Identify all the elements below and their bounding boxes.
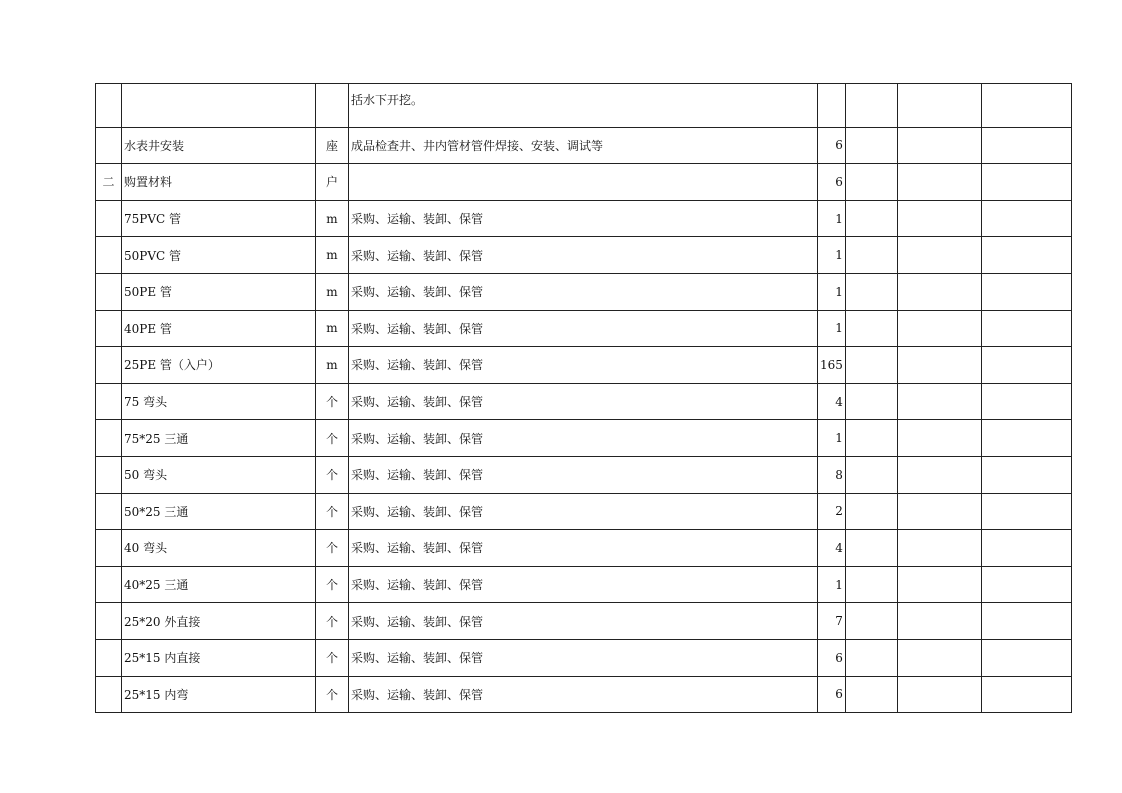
item-name-cell: 75 弯头 bbox=[122, 383, 316, 420]
amount-cell bbox=[897, 456, 981, 493]
amount-cell bbox=[897, 273, 981, 310]
work-content-cell: 采购、运输、装卸、保管 bbox=[349, 383, 818, 420]
unit-price-cell bbox=[845, 237, 897, 274]
table-row bbox=[96, 273, 1072, 310]
item-name-cell: 25*20 外直接 bbox=[122, 603, 316, 640]
remark-cell bbox=[981, 603, 1071, 640]
quantity-cell: 1 bbox=[818, 310, 846, 347]
amount-cell bbox=[897, 127, 981, 164]
unit-cell: 个 bbox=[316, 383, 349, 420]
item-name-cell: 40PE 管 bbox=[122, 310, 316, 347]
work-content-cell: 采购、运输、装卸、保管 bbox=[349, 493, 818, 530]
work-content-cell bbox=[349, 164, 818, 201]
unit-cell bbox=[316, 84, 349, 128]
unit-price-cell bbox=[845, 200, 897, 237]
remark-cell bbox=[981, 200, 1071, 237]
table-row bbox=[96, 639, 1072, 676]
unit-price-cell bbox=[845, 566, 897, 603]
remark-cell bbox=[981, 237, 1071, 274]
table-row bbox=[96, 420, 1072, 457]
work-content-cell: 采购、运输、装卸、保管 bbox=[349, 200, 818, 237]
bill-of-quantities-table bbox=[95, 83, 1072, 713]
item-index-cell bbox=[96, 566, 122, 603]
unit-price-cell bbox=[845, 603, 897, 640]
unit-cell: 个 bbox=[316, 530, 349, 567]
quantity-cell: 1 bbox=[818, 237, 846, 274]
work-content-cell: 采购、运输、装卸、保管 bbox=[349, 237, 818, 274]
item-index-cell bbox=[96, 420, 122, 457]
item-index-cell bbox=[96, 347, 122, 384]
table-row bbox=[96, 493, 1072, 530]
quantity-cell: 6 bbox=[818, 639, 846, 676]
quantity-cell: 1 bbox=[818, 566, 846, 603]
amount-cell bbox=[897, 493, 981, 530]
amount-cell bbox=[897, 639, 981, 676]
work-content-cell: 采购、运输、装卸、保管 bbox=[349, 566, 818, 603]
unit-price-cell bbox=[845, 273, 897, 310]
item-index-cell bbox=[96, 456, 122, 493]
table-row bbox=[96, 164, 1072, 201]
amount-cell bbox=[897, 200, 981, 237]
work-content-cell: 采购、运输、装卸、保管 bbox=[349, 530, 818, 567]
table-row bbox=[96, 603, 1072, 640]
work-content-cell: 括水下开挖。 bbox=[349, 84, 818, 128]
quantity-cell: 1 bbox=[818, 420, 846, 457]
table-row bbox=[96, 200, 1072, 237]
item-name-cell: 50PE 管 bbox=[122, 273, 316, 310]
item-index-cell bbox=[96, 237, 122, 274]
unit-price-cell bbox=[845, 164, 897, 201]
work-content-cell: 采购、运输、装卸、保管 bbox=[349, 273, 818, 310]
amount-cell bbox=[897, 676, 981, 713]
quantity-cell: 6 bbox=[818, 676, 846, 713]
remark-cell bbox=[981, 493, 1071, 530]
amount-cell bbox=[897, 310, 981, 347]
work-content-cell: 采购、运输、装卸、保管 bbox=[349, 639, 818, 676]
quantity-cell: 2 bbox=[818, 493, 846, 530]
item-name-cell: 25*15 内弯 bbox=[122, 676, 316, 713]
table-row bbox=[96, 347, 1072, 384]
item-index-cell bbox=[96, 383, 122, 420]
amount-cell bbox=[897, 603, 981, 640]
table-row bbox=[96, 530, 1072, 567]
unit-price-cell bbox=[845, 84, 897, 128]
item-name-cell: 水表井安装 bbox=[122, 127, 316, 164]
table-row bbox=[96, 84, 1072, 128]
work-content-cell: 采购、运输、装卸、保管 bbox=[349, 456, 818, 493]
unit-cell: 个 bbox=[316, 603, 349, 640]
table-row bbox=[96, 310, 1072, 347]
remark-cell bbox=[981, 127, 1071, 164]
amount-cell bbox=[897, 566, 981, 603]
unit-cell: 个 bbox=[316, 420, 349, 457]
work-content-cell: 采购、运输、装卸、保管 bbox=[349, 310, 818, 347]
work-content-cell: 采购、运输、装卸、保管 bbox=[349, 603, 818, 640]
amount-cell bbox=[897, 237, 981, 274]
remark-cell bbox=[981, 273, 1071, 310]
amount-cell bbox=[897, 164, 981, 201]
quantity-cell: 4 bbox=[818, 530, 846, 567]
unit-price-cell bbox=[845, 530, 897, 567]
table-row bbox=[96, 566, 1072, 603]
unit-price-cell bbox=[845, 383, 897, 420]
unit-price-cell bbox=[845, 347, 897, 384]
remark-cell bbox=[981, 639, 1071, 676]
item-index-cell bbox=[96, 310, 122, 347]
item-name-cell: 购置材料 bbox=[122, 164, 316, 201]
item-index-cell bbox=[96, 603, 122, 640]
work-content-cell: 采购、运输、装卸、保管 bbox=[349, 420, 818, 457]
unit-cell: 个 bbox=[316, 493, 349, 530]
unit-cell: 户 bbox=[316, 164, 349, 201]
remark-cell bbox=[981, 566, 1071, 603]
unit-cell: 座 bbox=[316, 127, 349, 164]
quantity-cell: 4 bbox=[818, 383, 846, 420]
item-name-cell: 25PE 管（入户） bbox=[122, 347, 316, 384]
unit-cell: m bbox=[316, 200, 349, 237]
unit-cell: m bbox=[316, 310, 349, 347]
quantity-cell: 1 bbox=[818, 200, 846, 237]
item-name-cell: 50*25 三通 bbox=[122, 493, 316, 530]
remark-cell bbox=[981, 84, 1071, 128]
item-name-cell: 50 弯头 bbox=[122, 456, 316, 493]
unit-price-cell bbox=[845, 127, 897, 164]
unit-cell: 个 bbox=[316, 639, 349, 676]
item-name-cell: 75*25 三通 bbox=[122, 420, 316, 457]
unit-cell: 个 bbox=[316, 676, 349, 713]
item-index-cell bbox=[96, 639, 122, 676]
remark-cell bbox=[981, 310, 1071, 347]
item-index-cell: 二 bbox=[96, 164, 122, 201]
quantity-cell: 165 bbox=[818, 347, 846, 384]
work-content-cell: 成品检查井、井内管材管件焊接、安装、调试等 bbox=[349, 127, 818, 164]
table-body bbox=[96, 84, 1072, 713]
quantity-cell: 6 bbox=[818, 127, 846, 164]
amount-cell bbox=[897, 383, 981, 420]
work-content-cell: 采购、运输、装卸、保管 bbox=[349, 347, 818, 384]
unit-cell: m bbox=[316, 347, 349, 384]
item-index-cell bbox=[96, 273, 122, 310]
table-row bbox=[96, 127, 1072, 164]
table-row bbox=[96, 676, 1072, 713]
amount-cell bbox=[897, 530, 981, 567]
item-name-cell: 40*25 三通 bbox=[122, 566, 316, 603]
item-index-cell bbox=[96, 84, 122, 128]
table-row bbox=[96, 237, 1072, 274]
item-index-cell bbox=[96, 676, 122, 713]
item-name-cell: 50PVC 管 bbox=[122, 237, 316, 274]
item-index-cell bbox=[96, 200, 122, 237]
item-index-cell bbox=[96, 127, 122, 164]
remark-cell bbox=[981, 530, 1071, 567]
remark-cell bbox=[981, 383, 1071, 420]
item-name-cell: 75PVC 管 bbox=[122, 200, 316, 237]
unit-price-cell bbox=[845, 420, 897, 457]
quantity-cell: 7 bbox=[818, 603, 846, 640]
table-row bbox=[96, 456, 1072, 493]
work-content-cell: 采购、运输、装卸、保管 bbox=[349, 676, 818, 713]
unit-price-cell bbox=[845, 456, 897, 493]
unit-cell: 个 bbox=[316, 566, 349, 603]
item-index-cell bbox=[96, 493, 122, 530]
remark-cell bbox=[981, 164, 1071, 201]
remark-cell bbox=[981, 420, 1071, 457]
quantity-cell: 1 bbox=[818, 273, 846, 310]
amount-cell bbox=[897, 347, 981, 384]
remark-cell bbox=[981, 456, 1071, 493]
item-name-cell: 40 弯头 bbox=[122, 530, 316, 567]
unit-price-cell bbox=[845, 676, 897, 713]
remark-cell bbox=[981, 676, 1071, 713]
unit-cell: m bbox=[316, 237, 349, 274]
amount-cell bbox=[897, 84, 981, 128]
unit-price-cell bbox=[845, 639, 897, 676]
quantity-cell: 6 bbox=[818, 164, 846, 201]
quantity-cell bbox=[818, 84, 846, 128]
item-index-cell bbox=[96, 530, 122, 567]
unit-cell: m bbox=[316, 273, 349, 310]
table-row bbox=[96, 383, 1072, 420]
item-name-cell bbox=[122, 84, 316, 128]
quantity-cell: 8 bbox=[818, 456, 846, 493]
remark-cell bbox=[981, 347, 1071, 384]
amount-cell bbox=[897, 420, 981, 457]
unit-cell: 个 bbox=[316, 456, 349, 493]
unit-price-cell bbox=[845, 310, 897, 347]
item-name-cell: 25*15 内直接 bbox=[122, 639, 316, 676]
unit-price-cell bbox=[845, 493, 897, 530]
